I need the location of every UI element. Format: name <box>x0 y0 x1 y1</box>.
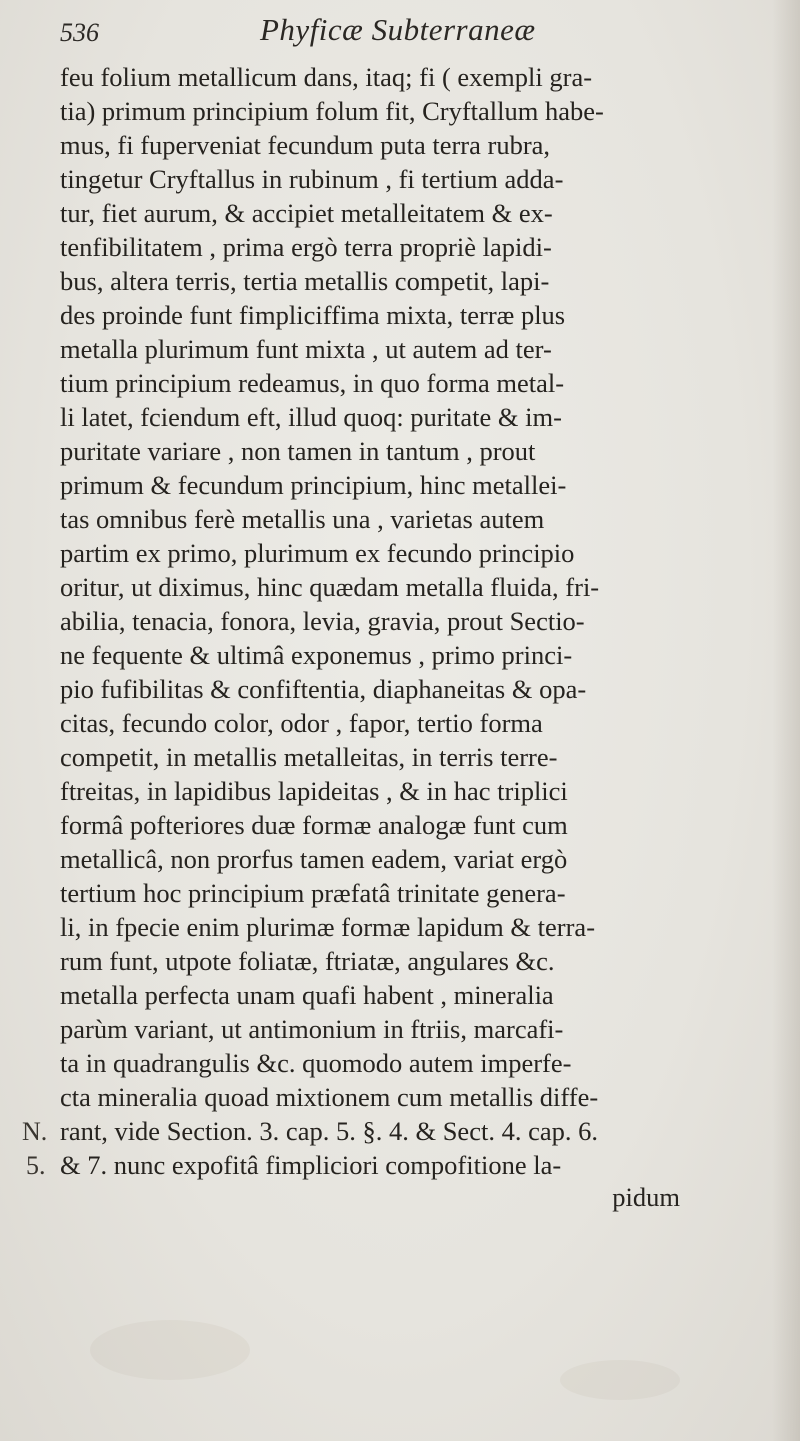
text-line: tertium hoc principium præfatâ trinitate genera- <box>60 878 566 908</box>
text-line: rum funt, utpote foliatæ, ftriatæ, angulares &c. <box>60 946 555 976</box>
text-line: primum & fecundum principium, hinc metallei- <box>60 470 567 500</box>
text-line: metalla plurimum funt mixta , ut autem ad ter- <box>60 334 552 364</box>
text-line: puritate variare , non tamen in tantum , prout <box>60 436 536 466</box>
text-line: feu folium metallicum dans, itaq; fi ( exempli gra- <box>60 62 593 92</box>
text-line: li, in fpecie enim plurimæ formæ lapidum & terra- <box>60 912 596 942</box>
page-number: 536 <box>60 18 99 47</box>
text-line: pio fufibilitas & confiftentia, diaphaneitas & opa- <box>60 674 587 704</box>
text-line: citas, fecundo color, odor , fapor, tertio forma <box>60 708 543 738</box>
text-line: mus, fi fuperveniat fecundum puta terra rubra, <box>60 130 551 160</box>
text-line: tur, fiet aurum, & accipiet metalleitatem & ex- <box>60 198 553 228</box>
text-line: oritur, ut diximus, hinc quædam metalla fluida, fri- <box>60 572 600 602</box>
paper-stain <box>560 1360 680 1400</box>
text-line: ne fequente & ultimâ exponemus , primo princi- <box>60 640 573 670</box>
text-line: ta in quadrangulis &c. quomodo autem imperfe- <box>60 1048 572 1078</box>
running-title: Phyficæ Subterraneæ <box>260 12 536 47</box>
text-line: bus, altera terris, tertia metallis competit, lapi- <box>60 266 550 296</box>
page-edge-shadow <box>772 0 800 1441</box>
catchword: pidum <box>612 1182 680 1212</box>
text-line: metallicâ, non prorfus tamen eadem, variat ergò <box>60 844 568 874</box>
margin-note: N. <box>22 1117 48 1146</box>
text-line: formâ pofteriores duæ formæ analogæ funt cum <box>60 810 568 840</box>
text-line: partim ex primo, plurimum ex fecundo principio <box>60 538 575 568</box>
text-line: competit, in metallis metalleitas, in terris terre- <box>60 742 558 772</box>
page-header <box>60 8 760 60</box>
text-line: des proinde funt fimpliciffima mixta, terræ plus <box>60 300 566 330</box>
text-line: & 7. nunc expofitâ fimpliciori compofitione la- <box>60 1150 562 1180</box>
text-line: ftreitas, in lapidibus lapideitas , & in hac triplici <box>60 776 568 806</box>
text-line: metalla perfecta unam quafi habent , mineralia <box>60 980 554 1010</box>
paper-stain <box>90 1320 250 1380</box>
text-line: cta mineralia quoad mixtionem cum metallis diffe- <box>60 1082 599 1112</box>
text-line: abilia, tenacia, fonora, levia, gravia, prout Sectio- <box>60 606 585 636</box>
text-line: li latet, fciendum eft, illud quoq: puritate & im- <box>60 402 562 432</box>
text-line: rant, vide Section. 3. cap. 5. §. 4. & Sect. 4. cap. 6. <box>60 1116 598 1146</box>
text-line: tenfibilitatem , prima ergò terra propriè lapidi- <box>60 232 552 262</box>
text-line: tium principium redeamus, in quo forma metal- <box>60 368 565 398</box>
margin-note: 5. <box>26 1151 46 1180</box>
text-line: parùm variant, ut antimonium in ftriis, marcafi- <box>60 1014 564 1044</box>
text-line: tingetur Cryftallus in rubinum , fi tertium adda- <box>60 164 564 194</box>
text-line: tas omnibus ferè metallis una , varietas autem <box>60 504 545 534</box>
text-line: tia) primum principium folum fit, Cryftallum habe- <box>60 96 604 126</box>
